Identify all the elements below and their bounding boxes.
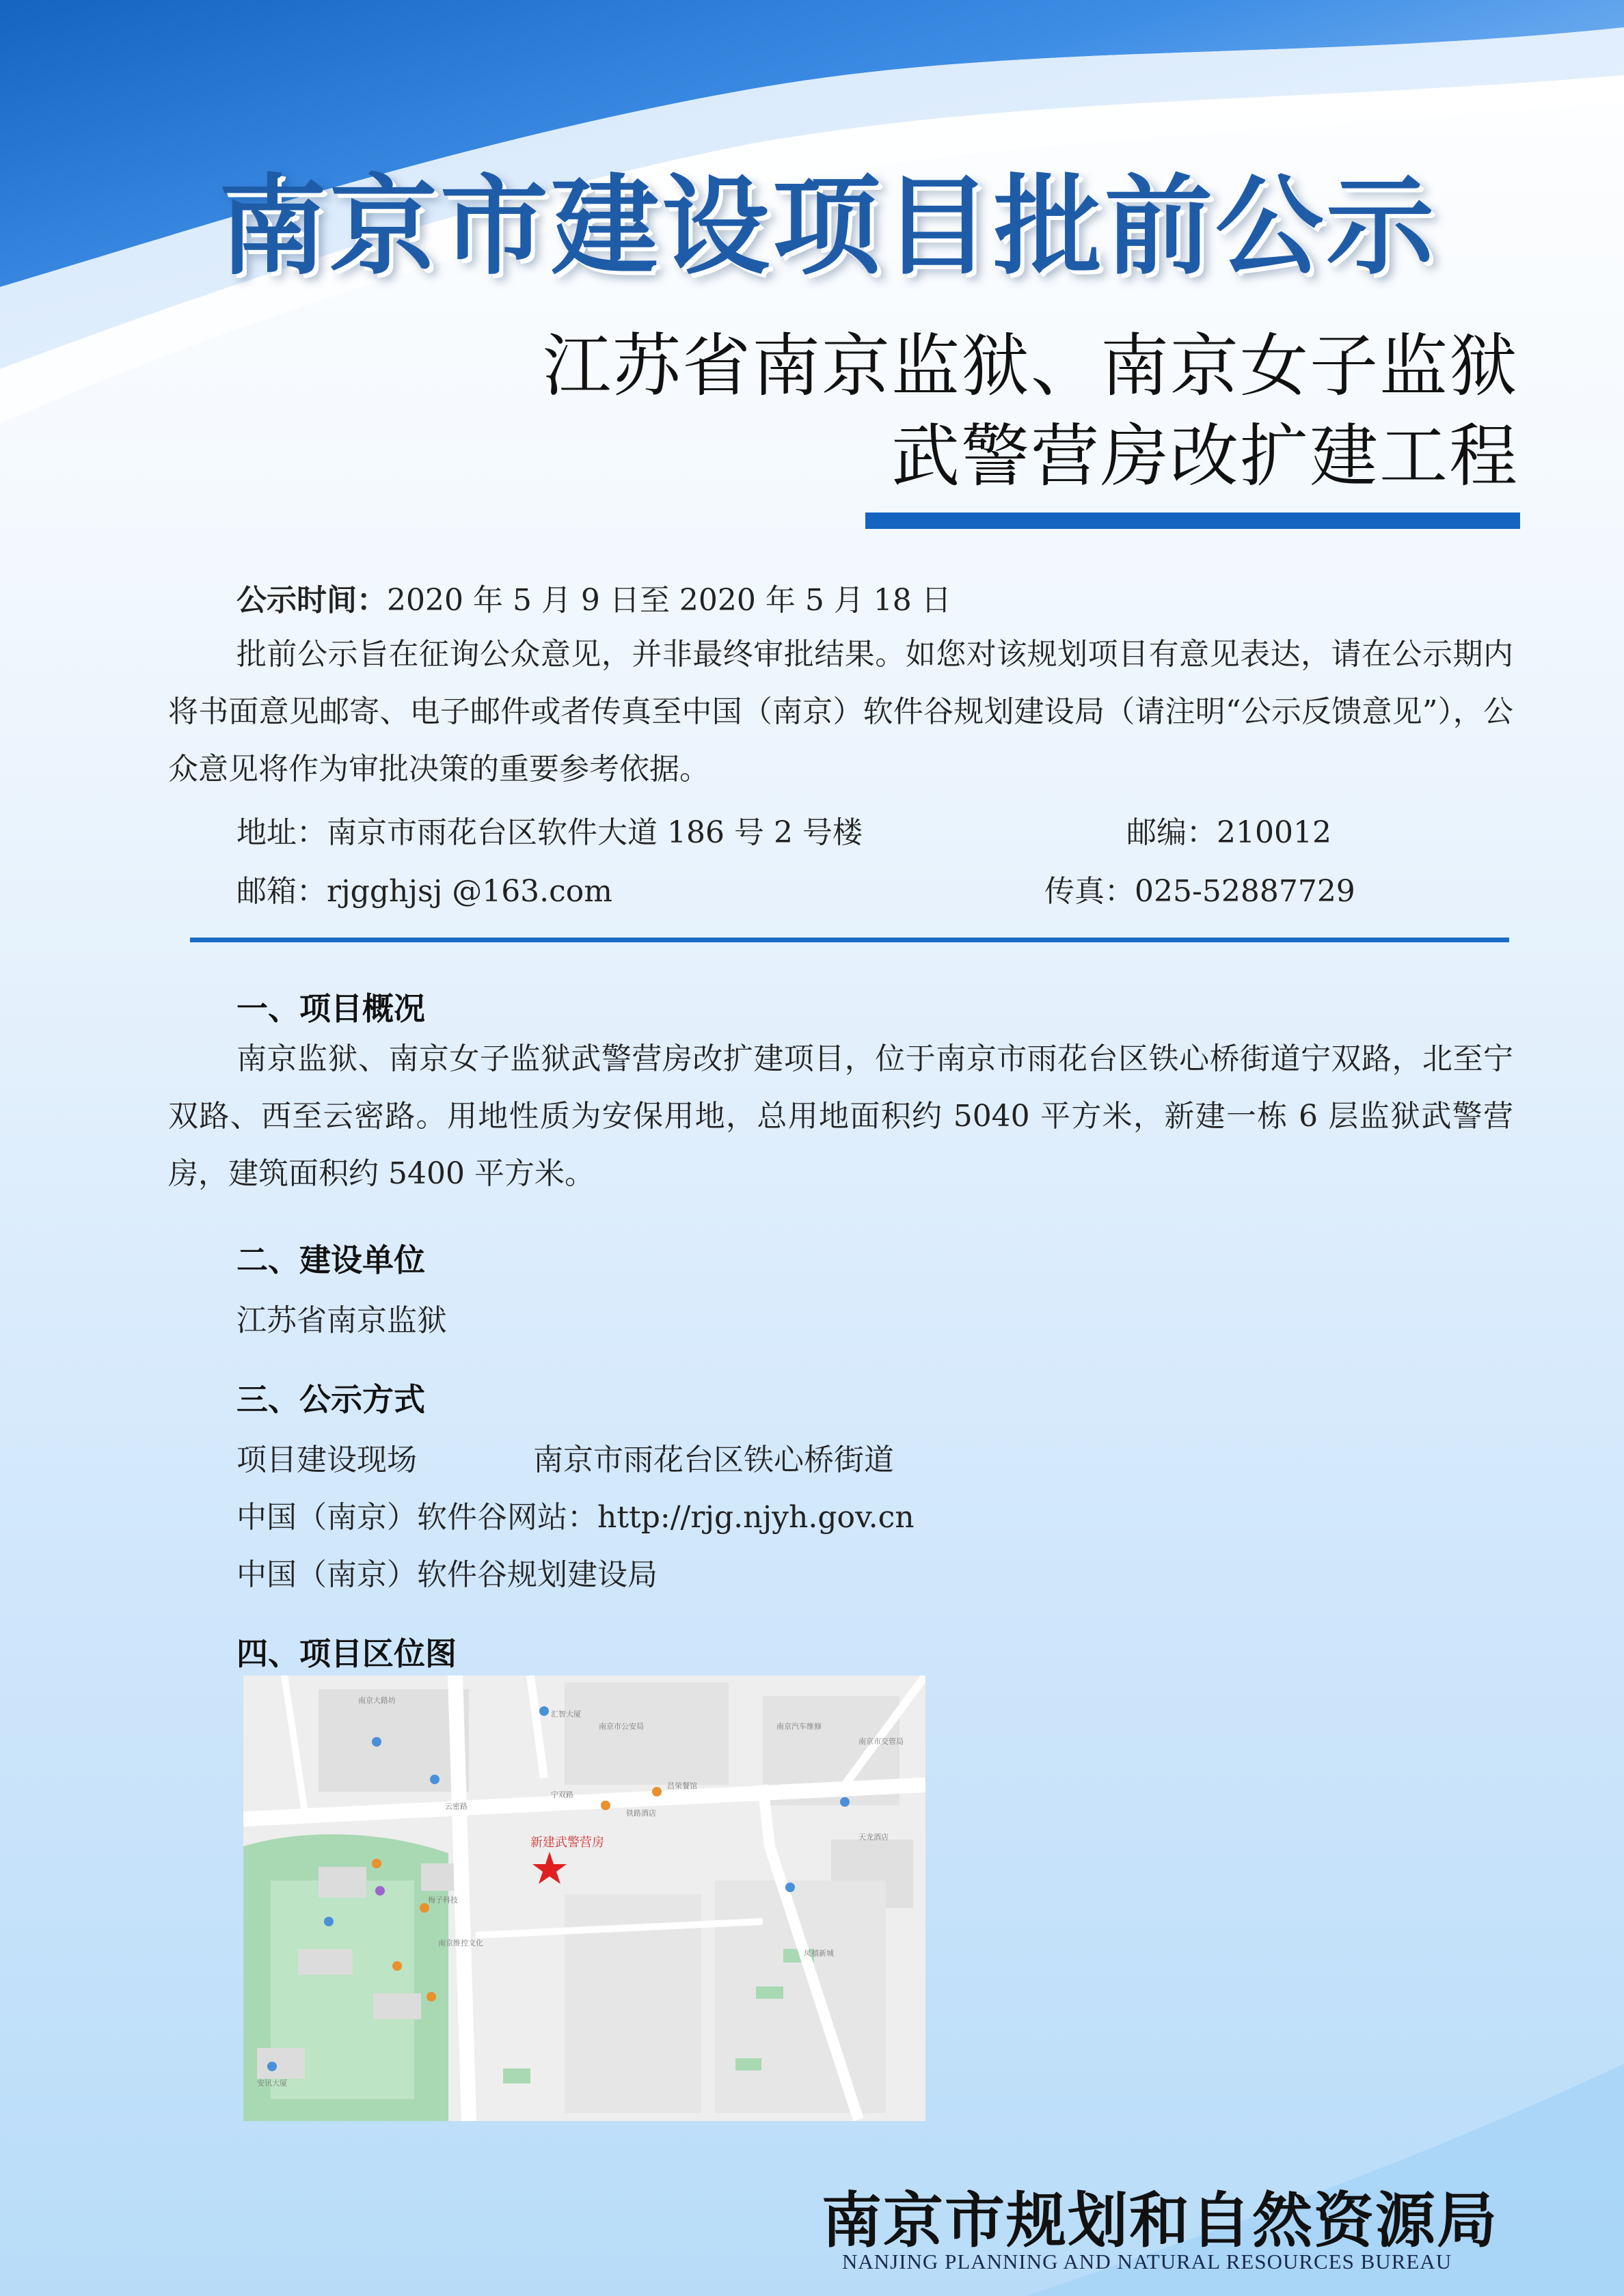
notice-fax: 传真：025-52887729 — [1044, 874, 1355, 909]
map-label: 南京汽车维修 — [776, 1722, 822, 1731]
map-label: 南京市交管局 — [858, 1737, 904, 1746]
map-label: 安讯大厦 — [257, 2079, 287, 2088]
notice-time-value: 2020 年 5 月 9 日至 2020 年 5 月 18 日 — [387, 583, 951, 618]
method-office: 中国（南京）软件谷规划建设局 — [236, 1557, 658, 1592]
main-title: 南京市建设项目批前公示 — [219, 163, 1437, 290]
map-label: 南京市公安局 — [599, 1722, 644, 1731]
location-map-graphic — [243, 1676, 925, 2121]
map-label: 云密路 — [445, 1802, 468, 1811]
notice-email: 邮箱：rjgghjsj @163.com — [236, 874, 613, 909]
notice-intro: 批前公示旨在征询公众意见，并非最终审批结果。如您对该规划项目有意见表达，请在公示期内将书面意见邮寄、电子邮件或者传真至中国（南京）软件谷规划建设局（请注明“公示反馈意见”），公众意见将作为审批决策的重要参考依据。 — [168, 637, 1513, 787]
map-label: 凤禧新城 — [804, 1949, 834, 1958]
project-title-line-1: 江苏省南京监狱、南京女子监狱 — [543, 326, 1519, 406]
issuing-organization: 南京市规划和自然资源局 — [822, 2185, 1499, 2256]
map-label: 宁双路 — [551, 1790, 573, 1799]
overview-heading: 一、项目概况 — [236, 990, 425, 1027]
notice-time — [236, 575, 951, 619]
title-underline-bar — [865, 512, 1520, 529]
map-label: 南京维控文化 — [438, 1939, 483, 1948]
overview-text: 南京监狱、南京女子监狱武警营房改扩建项目，位于南京市雨花台区铁心桥街道宁双路，北至宁双路、西至云密路。用地性质为安保用地，总用地面积约 5040 平方米，新建一栋 6 层监狱武警营房，建筑面积约 5400 平方米。 — [168, 1041, 1513, 1191]
project-title — [543, 321, 1519, 502]
location-map — [243, 1676, 925, 2121]
builder-name: 江苏省南京监狱 — [236, 1303, 447, 1338]
map-label: 铁路酒店 — [626, 1809, 656, 1818]
method-site-label: 项目建设现场 — [236, 1443, 417, 1477]
map-label: 汇智大厦 — [551, 1710, 581, 1719]
map-label: 昌荣餐馆 — [667, 1781, 697, 1790]
builder-heading: 二、建设单位 — [236, 1242, 425, 1279]
notice-time-label: 公示时间： — [236, 583, 387, 618]
map-label: 天龙酒店 — [858, 1833, 889, 1842]
issuing-organization-english: NANJING PLANNING AND NATURAL RESOURCES BUREAU — [842, 2250, 1452, 2273]
notice-address: 地址：南京市雨花台区软件大道 186 号 2 号楼 — [236, 815, 863, 850]
method-site-value: 南京市雨花台区铁心桥街道 — [533, 1443, 894, 1477]
section-divider — [190, 938, 1509, 942]
map-label: 南京大路坊 — [358, 1696, 396, 1705]
notice-postcode: 邮编：210012 — [1126, 815, 1331, 850]
project-title-line-2: 武警营房改扩建工程 — [891, 416, 1519, 496]
map-label: 梅子科技 — [428, 1896, 458, 1904]
map-marker-label: 新建武警营房 — [530, 1835, 604, 1850]
method-heading: 三、公示方式 — [236, 1381, 425, 1418]
method-website: 中国（南京）软件谷网站：http://rjg.njyh.gov.cn — [236, 1500, 915, 1535]
map-heading: 四、项目区位图 — [236, 1635, 457, 1672]
